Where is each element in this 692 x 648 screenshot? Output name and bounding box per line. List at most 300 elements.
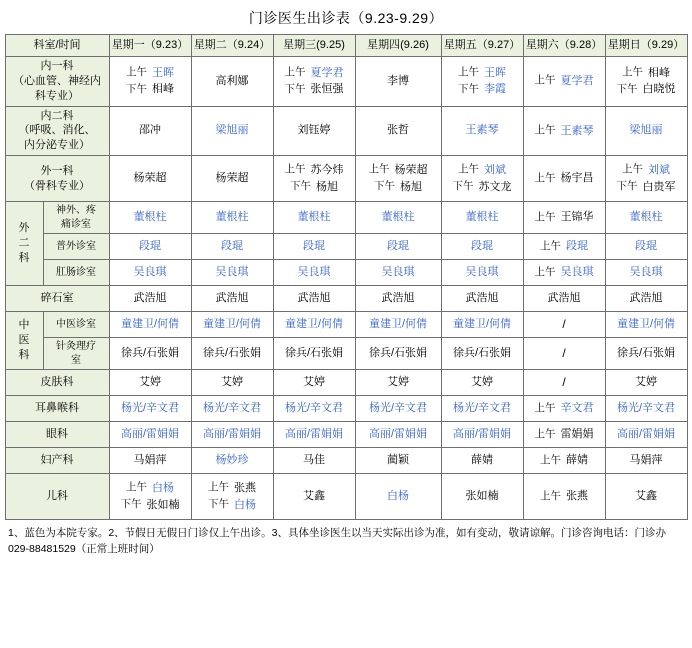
schedule-cell — [523, 370, 605, 396]
doctor-name: 蔺颖 — [387, 454, 409, 467]
shift-label-pm: 下午 — [208, 497, 229, 510]
schedule-cell — [355, 312, 441, 338]
doctor-name: 吴良琪 — [560, 266, 594, 279]
shift-label-am: 上午 — [284, 163, 306, 176]
schedule-cell — [273, 202, 355, 234]
col-header-mon: 星期一（9.23） — [109, 35, 191, 57]
doctor-name: 杨光/辛文君 — [616, 402, 676, 415]
col-header-fri: 星期五（9.27） — [441, 35, 523, 57]
doctor-name: 杨荣超 — [215, 172, 249, 185]
col-header-dept: 科室/时间 — [5, 35, 109, 57]
doctor-name: 高丽/雷娟娟 — [368, 428, 428, 441]
shift-group — [525, 236, 604, 257]
shift-label-am: 上午 — [622, 66, 643, 79]
schedule-cell — [605, 286, 687, 312]
shift-am — [607, 162, 686, 179]
shift-label-pm: 下午 — [126, 82, 147, 95]
doctor-name: 段琨 — [566, 240, 588, 253]
shift-am — [525, 426, 604, 443]
doctor-name: 徐兵/石张娟 — [616, 347, 676, 360]
table-row — [5, 312, 687, 338]
shift-am — [275, 65, 354, 82]
schedule-cell — [523, 338, 605, 370]
shift-group — [607, 59, 686, 104]
schedule-cell — [605, 156, 687, 202]
schedule-cell — [109, 312, 191, 338]
shift-am — [525, 488, 604, 505]
shift-am — [275, 162, 354, 179]
shift-group — [525, 109, 604, 154]
col-header-sun: 星期日（9.29） — [605, 35, 687, 57]
schedule-cell — [441, 312, 523, 338]
doctor-name: 刘斌 — [484, 164, 506, 177]
doctor-name: 杨光/辛文君 — [284, 402, 344, 415]
schedule-cell — [273, 156, 355, 202]
doctor-name: 杨妙珍 — [215, 454, 249, 467]
doctor-name: 董根柱 — [297, 211, 331, 224]
shift-group — [111, 476, 190, 517]
doctor-name: 杨荣超 — [394, 164, 428, 177]
schedule-cell — [273, 422, 355, 448]
doctor-name: 高丽/雷娟娟 — [616, 428, 676, 441]
schedule-cell — [441, 338, 523, 370]
doctor-name: 艾鑫 — [635, 490, 657, 503]
schedule-cell — [109, 396, 191, 422]
doctor-name: 白杨 — [152, 482, 174, 495]
shift-group — [607, 158, 686, 199]
doctor-name: 吴良琪 — [381, 266, 415, 279]
schedule-cell — [355, 338, 441, 370]
table-row — [5, 202, 687, 234]
col-header-tue: 星期二（9.24） — [191, 35, 273, 57]
schedule-cell — [109, 156, 191, 202]
shift-group — [357, 158, 440, 199]
doctor-name: 杨光/辛文君 — [202, 402, 262, 415]
schedule-cell — [191, 370, 273, 396]
schedule-cell — [523, 312, 605, 338]
doctor-name: 相峰 — [152, 83, 174, 96]
shift-pm — [193, 497, 272, 514]
doctor-name: 马娟萍 — [629, 454, 663, 467]
doctor-name: 杨光/辛文君 — [452, 402, 512, 415]
schedule-cell — [605, 448, 687, 474]
doctor-name: 武浩旭 — [215, 292, 249, 305]
table-body — [5, 57, 687, 520]
shift-label-am: 上午 — [534, 427, 556, 440]
shift-pm — [275, 179, 354, 196]
schedule-cell — [355, 106, 441, 156]
shift-am — [357, 162, 440, 179]
schedule-cell — [273, 234, 355, 260]
table-header-row — [5, 35, 687, 57]
shift-label-pm: 下午 — [290, 179, 311, 192]
col-header-thu: 星期四(9.26) — [355, 35, 441, 57]
doctor-name: 童建卫/何倩 — [452, 318, 512, 331]
doctor-name: 邵冲 — [139, 124, 161, 137]
doctor-name: 吴良琪 — [215, 266, 249, 279]
schedule-cell — [605, 474, 687, 520]
schedule-cell — [441, 474, 523, 520]
table-row — [5, 370, 687, 396]
shift-label-am: 上午 — [126, 481, 147, 494]
schedule-cell — [355, 260, 441, 286]
doctor-name: 武浩旭 — [547, 292, 581, 305]
doctor-name: 董根柱 — [381, 211, 415, 224]
schedule-cell — [441, 156, 523, 202]
dept-header: 内一科 （心血管、神经内 科专业） — [5, 57, 109, 107]
doctor-name: 武浩旭 — [133, 292, 167, 305]
schedule-cell — [523, 57, 605, 107]
doctor-name: 李博 — [387, 74, 409, 87]
dept-sub-header: 肛肠诊室 — [43, 260, 109, 286]
schedule-cell — [273, 396, 355, 422]
dept-header: 儿科 — [5, 474, 109, 520]
doctor-name: 高丽/雷娟娟 — [202, 428, 262, 441]
doctor-name: 白杨 — [387, 490, 409, 503]
doctor-name: 徐兵/石张娟 — [368, 347, 428, 360]
doctor-name: 武浩旭 — [297, 292, 331, 305]
doctor-name: 段琨 — [471, 240, 493, 253]
doctor-name: 段琨 — [303, 240, 325, 253]
schedule-cell — [605, 312, 687, 338]
schedule-cell — [109, 448, 191, 474]
doctor-name: 马佳 — [303, 454, 325, 467]
shift-pm — [607, 81, 686, 98]
doctor-name: 童建卫/何倩 — [202, 318, 262, 331]
schedule-cell — [191, 338, 273, 370]
doctor-name: 董根柱 — [133, 211, 167, 224]
doctor-name: 刘斌 — [648, 164, 670, 177]
doctor-name: 白贵军 — [642, 180, 676, 193]
shift-label-pm: 下午 — [284, 82, 306, 95]
doctor-name: 张恒强 — [310, 83, 344, 96]
table-row — [5, 260, 687, 286]
doctor-name: 王晖 — [152, 66, 174, 79]
schedule-cell — [109, 286, 191, 312]
schedule-cell — [109, 370, 191, 396]
shift-label-am: 上午 — [284, 66, 306, 79]
schedule-cell — [191, 312, 273, 338]
shift-pm — [111, 81, 190, 98]
schedule-cell — [523, 448, 605, 474]
doctor-name: 武浩旭 — [629, 292, 663, 305]
doctor-name: 杨光/辛文君 — [120, 402, 180, 415]
shift-label-am: 上午 — [534, 210, 556, 223]
schedule-cell — [605, 338, 687, 370]
shift-pm — [607, 179, 686, 196]
schedule-cell — [191, 422, 273, 448]
doctor-name: 高利娜 — [215, 74, 249, 87]
schedule-cell — [355, 370, 441, 396]
doctor-name: 武浩旭 — [381, 292, 415, 305]
shift-pm — [443, 179, 522, 196]
dept-header: 妇产科 — [5, 448, 109, 474]
doctor-name: 武浩旭 — [465, 292, 499, 305]
schedule-cell — [523, 202, 605, 234]
dept-header: 眼科 — [5, 422, 109, 448]
schedule-cell — [109, 57, 191, 107]
doctor-name: 王锦华 — [560, 211, 594, 224]
shift-group — [525, 424, 604, 445]
table-row — [5, 234, 687, 260]
footnote: 1、蓝色为本院专家。2、节假日无假日门诊仅上午出诊。3、具体坐诊医生以当天实际出诊为准，如有变动，敬请谅解。门诊咨询电话：门诊办029-88481529（正常上班时间） — [8, 527, 667, 555]
dept-header: 内二科 （呼吸、消化、 内分泌专业） — [5, 106, 109, 156]
shift-group — [525, 158, 604, 199]
doctor-name: 童建卫/何倩 — [616, 318, 676, 331]
shift-am — [525, 452, 604, 469]
schedule-cell — [191, 234, 273, 260]
doctor-name: 高丽/雷娟娟 — [120, 428, 180, 441]
doctor-name: 董根柱 — [465, 211, 499, 224]
schedule-cell — [441, 57, 523, 107]
doctor-name: 吴良琪 — [297, 266, 331, 279]
shift-am — [525, 400, 604, 417]
doctor-name: 童建卫/何倩 — [284, 318, 344, 331]
doctor-name: 徐兵/石张娟 — [120, 347, 180, 360]
schedule-cell — [605, 202, 687, 234]
doctor-name: 马娟萍 — [133, 454, 167, 467]
doctor-name: 杨旭 — [400, 180, 422, 193]
schedule-cell — [523, 156, 605, 202]
shift-am — [525, 123, 604, 140]
doctor-name: 杨宇昌 — [560, 172, 594, 185]
page-title: 门诊医生出诊表（9.23-9.29） — [248, 10, 444, 26]
schedule-table — [5, 34, 688, 520]
doctor-name: 艾婷 — [635, 376, 657, 389]
shift-am — [525, 238, 604, 255]
doctor-name: 白杨 — [234, 498, 256, 511]
shift-pm — [275, 81, 354, 98]
shift-label-am: 上午 — [540, 239, 561, 252]
shift-label-pm: 下午 — [120, 497, 142, 510]
table-row — [5, 106, 687, 156]
shift-label-am: 上午 — [534, 401, 556, 414]
doctor-name: 张燕 — [566, 490, 588, 503]
shift-am — [525, 209, 604, 226]
shift-group — [193, 476, 272, 517]
doctor-name: 高丽/雷娟娟 — [284, 428, 344, 441]
shift-group — [525, 204, 604, 231]
doctor-name: 杨旭 — [316, 180, 338, 193]
schedule-cell — [109, 260, 191, 286]
shift-am — [443, 162, 522, 179]
doctor-name: 艾婷 — [139, 376, 161, 389]
schedule-cell — [191, 156, 273, 202]
schedule-cell — [109, 422, 191, 448]
doctor-name: 艾婷 — [221, 376, 243, 389]
doctor-name: 薛婧 — [471, 454, 493, 467]
table-row — [5, 57, 687, 107]
shift-group — [525, 476, 604, 517]
doctor-name: 梁旭丽 — [629, 124, 663, 137]
shift-group — [525, 398, 604, 419]
schedule-cell — [441, 202, 523, 234]
schedule-cell — [605, 106, 687, 156]
shift-label-am: 上午 — [126, 66, 147, 79]
dept-group-header: 中 医 科 — [5, 312, 43, 370]
schedule-cell — [273, 474, 355, 520]
doctor-name: 王晖 — [484, 66, 506, 79]
schedule-cell — [273, 57, 355, 107]
schedule-cell — [191, 448, 273, 474]
shift-label-pm: 下午 — [616, 82, 638, 95]
doctor-name: 梁旭丽 — [215, 124, 249, 137]
doctor-name: 董根柱 — [629, 211, 663, 224]
doctor-name: 杨光/辛文君 — [368, 402, 428, 415]
schedule-cell — [441, 370, 523, 396]
schedule-cell — [355, 474, 441, 520]
dept-sub-header: 针灸理疗 室 — [43, 338, 109, 370]
schedule-cell — [441, 396, 523, 422]
doctor-name: 段琨 — [139, 240, 161, 253]
shift-group — [525, 59, 604, 104]
doctor-name: 张哲 — [387, 124, 409, 137]
doctor-name: 吴良琪 — [629, 266, 663, 279]
doctor-name: 高丽/雷娟娟 — [452, 428, 512, 441]
shift-group — [525, 450, 604, 471]
schedule-cell — [273, 370, 355, 396]
schedule-cell — [191, 57, 273, 107]
doctor-name: 艾鑫 — [303, 490, 325, 503]
schedule-cell — [523, 286, 605, 312]
schedule-cell — [109, 474, 191, 520]
shift-group — [525, 262, 604, 283]
doctor-name: 张如楠 — [465, 490, 499, 503]
shift-pm — [357, 179, 440, 196]
doctor-name: 白晓悦 — [642, 83, 676, 96]
schedule-cell — [441, 448, 523, 474]
schedule-cell — [523, 260, 605, 286]
dept-header: 耳鼻喉科 — [5, 396, 109, 422]
schedule-cell — [191, 396, 273, 422]
schedule-cell — [355, 234, 441, 260]
shift-label-am: 上午 — [368, 163, 390, 176]
doctor-name: 苏今炜 — [310, 164, 344, 177]
schedule-cell — [605, 370, 687, 396]
dept-sub-header: 中医诊室 — [43, 312, 109, 338]
col-header-sat: 星期六（9.28） — [523, 35, 605, 57]
schedule-cell — [191, 474, 273, 520]
doctor-name: 夏学君 — [310, 66, 344, 79]
schedule-cell — [441, 286, 523, 312]
shift-label-am: 上午 — [534, 171, 556, 184]
doctor-name: 王素琴 — [560, 124, 594, 137]
dept-group-header: 外 二 科 — [5, 202, 43, 286]
schedule-cell — [355, 156, 441, 202]
doctor-name: 吴良琪 — [465, 266, 499, 279]
schedule-cell — [355, 57, 441, 107]
no-clinic-mark: / — [562, 375, 566, 390]
schedule-cell — [605, 57, 687, 107]
schedule-cell — [109, 106, 191, 156]
doctor-name: 段琨 — [221, 240, 243, 253]
shift-am — [111, 480, 190, 497]
dept-header: 碎石室 — [5, 286, 109, 312]
shift-group — [443, 59, 522, 104]
doctor-name: 董根柱 — [215, 211, 249, 224]
schedule-cell — [191, 260, 273, 286]
schedule-cell — [355, 396, 441, 422]
col-header-wed: 星期三(9.25) — [273, 35, 355, 57]
table-row — [5, 156, 687, 202]
doctor-name: 相峰 — [648, 66, 670, 79]
doctor-name: 刘钰婷 — [297, 124, 331, 137]
doctor-name: 段琨 — [387, 240, 409, 253]
shift-label-pm: 下午 — [458, 82, 479, 95]
shift-am — [525, 170, 604, 187]
no-clinic-mark: / — [562, 346, 566, 361]
shift-pm — [443, 81, 522, 98]
schedule-cell — [605, 422, 687, 448]
shift-am — [607, 65, 686, 82]
shift-label-am: 上午 — [534, 123, 556, 136]
schedule-cell — [441, 260, 523, 286]
schedule-cell — [273, 260, 355, 286]
shift-am — [525, 264, 604, 281]
doctor-name: 辛文君 — [560, 402, 594, 415]
schedule-cell — [605, 260, 687, 286]
shift-label-pm: 下午 — [374, 179, 395, 192]
schedule-cell — [523, 234, 605, 260]
schedule-cell — [191, 286, 273, 312]
doctor-name: 艾婷 — [303, 376, 325, 389]
shift-label-am: 上午 — [622, 163, 643, 176]
shift-am — [443, 65, 522, 82]
dept-header: 外一科 （骨科专业） — [5, 156, 109, 202]
schedule-cell — [273, 338, 355, 370]
schedule-cell — [441, 234, 523, 260]
schedule-cell — [273, 106, 355, 156]
shift-pm — [111, 497, 190, 514]
doctor-name: 杨荣超 — [133, 172, 167, 185]
shift-group — [275, 59, 354, 104]
doctor-name: 童建卫/何倩 — [120, 318, 180, 331]
doctor-name: 艾婷 — [471, 376, 493, 389]
shift-am — [525, 73, 604, 90]
table-row — [5, 338, 687, 370]
shift-am — [111, 65, 190, 82]
schedule-cell — [273, 286, 355, 312]
doctor-name: 夏学君 — [560, 75, 594, 88]
schedule-cell — [605, 396, 687, 422]
table-row — [5, 474, 687, 520]
schedule-cell — [355, 286, 441, 312]
table-row — [5, 448, 687, 474]
schedule-cell — [355, 422, 441, 448]
doctor-name: 张燕 — [234, 482, 256, 495]
shift-label-am: 上午 — [540, 453, 561, 466]
doctor-name: 吴良琪 — [133, 266, 167, 279]
doctor-name: 徐兵/石张娟 — [452, 347, 512, 360]
schedule-cell — [355, 202, 441, 234]
shift-am — [193, 480, 272, 497]
shift-label-am: 上午 — [534, 265, 556, 278]
doctor-name: 苏文龙 — [478, 180, 512, 193]
schedule-cell — [523, 422, 605, 448]
schedule-cell — [441, 106, 523, 156]
doctor-name: 童建卫/何倩 — [368, 318, 428, 331]
schedule-cell — [191, 106, 273, 156]
doctor-name: 雷娟娟 — [560, 428, 594, 441]
schedule-cell — [523, 396, 605, 422]
shift-group — [111, 59, 190, 104]
doctor-name: 徐兵/石张娟 — [202, 347, 262, 360]
doctor-name: 段琨 — [635, 240, 657, 253]
doctor-name: 艾婷 — [387, 376, 409, 389]
schedule-cell — [273, 312, 355, 338]
doctor-name: 李霞 — [484, 83, 506, 96]
dept-header: 皮肤科 — [5, 370, 109, 396]
